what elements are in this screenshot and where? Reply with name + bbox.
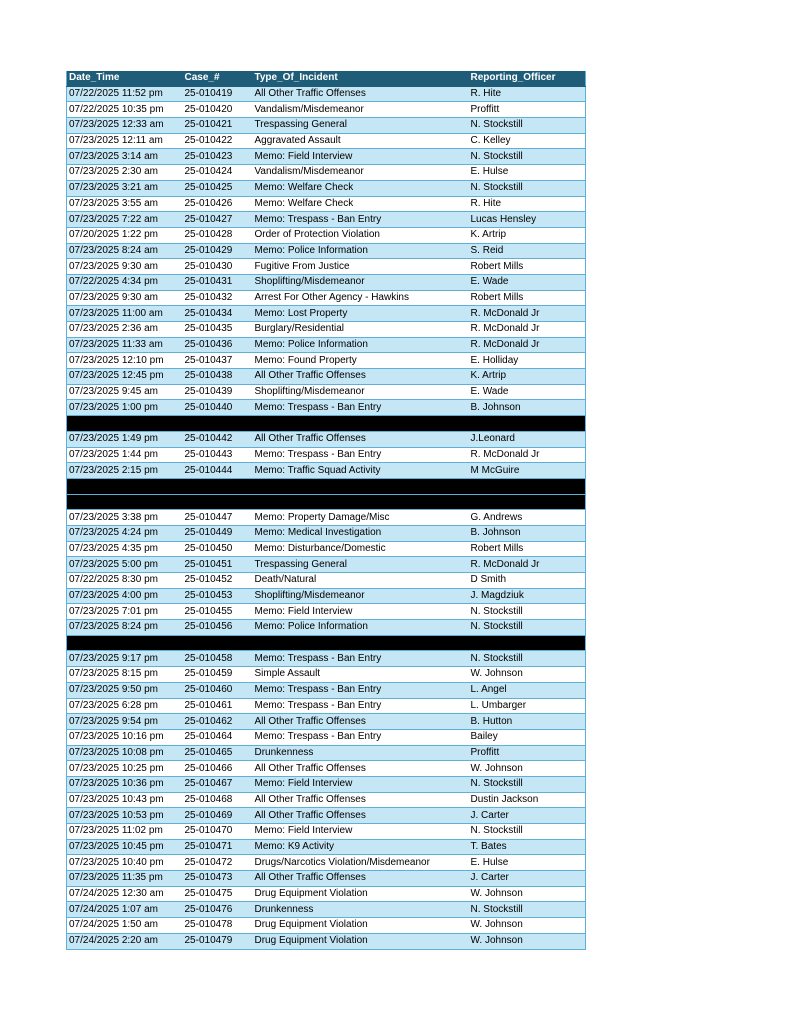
table-body	[67, 86, 586, 949]
cell-reporting-officer: E. Wade	[469, 274, 586, 290]
redacted-cell	[183, 635, 253, 651]
cell-case-number: 25-010458	[183, 651, 253, 667]
cell-reporting-officer: T. Bates	[469, 839, 586, 855]
cell-reporting-officer: N. Stockstill	[469, 118, 586, 134]
cell-reporting-officer: J. Carter	[469, 871, 586, 887]
table-row	[67, 290, 586, 306]
redacted-cell	[469, 635, 586, 651]
cell-reporting-officer: Bailey	[469, 729, 586, 745]
cell-type-of-incident: Memo: Police Information	[253, 243, 469, 259]
cell-type-of-incident: Drug Equipment Violation	[253, 918, 469, 934]
cell-reporting-officer: J.Leonard	[469, 431, 586, 447]
table-row	[67, 792, 586, 808]
cell-type-of-incident: Memo: Trespass - Ban Entry	[253, 682, 469, 698]
cell-case-number: 25-010464	[183, 729, 253, 745]
table-row	[67, 871, 586, 887]
cell-case-number: 25-010467	[183, 776, 253, 792]
cell-type-of-incident: Order of Protection Violation	[253, 227, 469, 243]
cell-date-time: 07/23/2025 11:35 pm	[67, 871, 183, 887]
table-row	[67, 714, 586, 730]
cell-type-of-incident: Trespassing General	[253, 557, 469, 573]
cell-case-number: 25-010440	[183, 400, 253, 416]
table-row	[67, 855, 586, 871]
cell-case-number: 25-010451	[183, 557, 253, 573]
cell-date-time: 07/23/2025 5:00 pm	[67, 557, 183, 573]
cell-reporting-officer: W. Johnson	[469, 761, 586, 777]
cell-date-time: 07/24/2025 2:20 am	[67, 933, 183, 949]
cell-type-of-incident: Memo: Lost Property	[253, 306, 469, 322]
cell-type-of-incident: Memo: Property Damage/Misc	[253, 510, 469, 526]
cell-reporting-officer: Robert Mills	[469, 541, 586, 557]
table-row	[67, 776, 586, 792]
cell-reporting-officer: N. Stockstill	[469, 902, 586, 918]
cell-reporting-officer: N. Stockstill	[469, 620, 586, 636]
cell-case-number: 25-010468	[183, 792, 253, 808]
redacted-cell	[67, 416, 183, 432]
table-row	[67, 180, 586, 196]
cell-reporting-officer: N. Stockstill	[469, 604, 586, 620]
redacted-cell	[183, 416, 253, 432]
cell-type-of-incident: Memo: Found Property	[253, 353, 469, 369]
redacted-cell	[67, 478, 183, 494]
cell-type-of-incident: Shoplifting/Misdemeanor	[253, 588, 469, 604]
cell-date-time: 07/23/2025 11:00 am	[67, 306, 183, 322]
table-row	[67, 227, 586, 243]
cell-reporting-officer: B. Hutton	[469, 714, 586, 730]
cell-case-number: 25-010462	[183, 714, 253, 730]
cell-case-number: 25-010439	[183, 384, 253, 400]
cell-case-number: 25-010450	[183, 541, 253, 557]
cell-type-of-incident: Shoplifting/Misdemeanor	[253, 384, 469, 400]
table-row	[67, 886, 586, 902]
cell-case-number: 25-010471	[183, 839, 253, 855]
table-row	[67, 525, 586, 541]
cell-type-of-incident: Burglary/Residential	[253, 322, 469, 338]
cell-reporting-officer: W. Johnson	[469, 886, 586, 902]
table-row	[67, 808, 586, 824]
cell-date-time: 07/22/2025 11:52 pm	[67, 86, 183, 102]
cell-date-time: 07/23/2025 7:22 am	[67, 212, 183, 228]
cell-type-of-incident: All Other Traffic Offenses	[253, 761, 469, 777]
cell-date-time: 07/23/2025 4:00 pm	[67, 588, 183, 604]
cell-type-of-incident: All Other Traffic Offenses	[253, 871, 469, 887]
redacted-cell	[183, 494, 253, 510]
cell-date-time: 07/23/2025 9:30 am	[67, 259, 183, 275]
table-row	[67, 541, 586, 557]
cell-case-number: 25-010432	[183, 290, 253, 306]
cell-case-number: 25-010442	[183, 431, 253, 447]
cell-reporting-officer: N. Stockstill	[469, 824, 586, 840]
cell-type-of-incident: Memo: Field Interview	[253, 776, 469, 792]
cell-reporting-officer: R. McDonald Jr	[469, 306, 586, 322]
cell-reporting-officer: L. Umbarger	[469, 698, 586, 714]
cell-date-time: 07/20/2025 1:22 pm	[67, 227, 183, 243]
table-row	[67, 306, 586, 322]
table-row	[67, 933, 586, 949]
cell-date-time: 07/23/2025 10:53 pm	[67, 808, 183, 824]
table-row	[67, 463, 586, 479]
table-row	[67, 165, 586, 181]
cell-type-of-incident: Drug Equipment Violation	[253, 933, 469, 949]
table-row	[67, 133, 586, 149]
cell-type-of-incident: Vandalism/Misdemeanor	[253, 102, 469, 118]
cell-type-of-incident: Memo: Traffic Squad Activity	[253, 463, 469, 479]
cell-type-of-incident: Aggravated Assault	[253, 133, 469, 149]
cell-date-time: 07/23/2025 10:36 pm	[67, 776, 183, 792]
cell-reporting-officer: Dustin Jackson	[469, 792, 586, 808]
redacted-cell	[253, 635, 469, 651]
cell-reporting-officer: K. Artrip	[469, 227, 586, 243]
cell-case-number: 25-010425	[183, 180, 253, 196]
cell-type-of-incident: Memo: Trespass - Ban Entry	[253, 729, 469, 745]
cell-case-number: 25-010443	[183, 447, 253, 463]
cell-type-of-incident: Shoplifting/Misdemeanor	[253, 274, 469, 290]
cell-type-of-incident: Simple Assault	[253, 667, 469, 683]
table-row	[67, 102, 586, 118]
table-row	[67, 918, 586, 934]
header-date-time: Date_Time	[67, 71, 183, 86]
cell-case-number: 25-010428	[183, 227, 253, 243]
table-row	[67, 510, 586, 526]
cell-type-of-incident: Memo: Field Interview	[253, 604, 469, 620]
cell-case-number: 25-010456	[183, 620, 253, 636]
cell-date-time: 07/24/2025 1:50 am	[67, 918, 183, 934]
cell-reporting-officer: C. Kelley	[469, 133, 586, 149]
cell-case-number: 25-010476	[183, 902, 253, 918]
cell-type-of-incident: Fugitive From Justice	[253, 259, 469, 275]
table-row	[67, 824, 586, 840]
cell-type-of-incident: Memo: Trespass - Ban Entry	[253, 698, 469, 714]
table-row	[67, 604, 586, 620]
cell-case-number: 25-010449	[183, 525, 253, 541]
cell-case-number: 25-010466	[183, 761, 253, 777]
cell-case-number: 25-010435	[183, 322, 253, 338]
cell-type-of-incident: All Other Traffic Offenses	[253, 86, 469, 102]
redacted-row	[67, 494, 586, 510]
cell-reporting-officer: R. McDonald Jr	[469, 447, 586, 463]
cell-date-time: 07/24/2025 12:30 am	[67, 886, 183, 902]
table-row	[67, 682, 586, 698]
cell-reporting-officer: W. Johnson	[469, 933, 586, 949]
table-row	[67, 573, 586, 589]
cell-case-number: 25-010447	[183, 510, 253, 526]
cell-date-time: 07/23/2025 12:33 am	[67, 118, 183, 134]
cell-type-of-incident: Memo: Trespass - Ban Entry	[253, 651, 469, 667]
cell-date-time: 07/23/2025 12:11 am	[67, 133, 183, 149]
cell-case-number: 25-010427	[183, 212, 253, 228]
table-row	[67, 400, 586, 416]
cell-date-time: 07/23/2025 10:40 pm	[67, 855, 183, 871]
cell-reporting-officer: D Smith	[469, 573, 586, 589]
cell-date-time: 07/23/2025 2:36 am	[67, 322, 183, 338]
cell-reporting-officer: R. McDonald Jr	[469, 557, 586, 573]
cell-type-of-incident: All Other Traffic Offenses	[253, 792, 469, 808]
cell-type-of-incident: Death/Natural	[253, 573, 469, 589]
cell-type-of-incident: Memo: Trespass - Ban Entry	[253, 400, 469, 416]
cell-case-number: 25-010422	[183, 133, 253, 149]
cell-type-of-incident: Drunkenness	[253, 745, 469, 761]
table-row	[67, 118, 586, 134]
cell-date-time: 07/23/2025 12:45 pm	[67, 369, 183, 385]
cell-case-number: 25-010426	[183, 196, 253, 212]
table-header-row	[67, 71, 586, 86]
table-row	[67, 212, 586, 228]
cell-type-of-incident: All Other Traffic Offenses	[253, 714, 469, 730]
cell-reporting-officer: B. Johnson	[469, 400, 586, 416]
table-row	[67, 384, 586, 400]
cell-date-time: 07/23/2025 2:30 am	[67, 165, 183, 181]
cell-type-of-incident: Drug Equipment Violation	[253, 886, 469, 902]
cell-date-time: 07/23/2025 9:30 am	[67, 290, 183, 306]
header-reporting-officer: Reporting_Officer	[469, 71, 586, 86]
cell-date-time: 07/23/2025 12:10 pm	[67, 353, 183, 369]
cell-type-of-incident: Memo: Welfare Check	[253, 180, 469, 196]
cell-date-time: 07/23/2025 3:55 am	[67, 196, 183, 212]
cell-case-number: 25-010423	[183, 149, 253, 165]
cell-date-time: 07/23/2025 11:33 am	[67, 337, 183, 353]
cell-case-number: 25-010444	[183, 463, 253, 479]
cell-type-of-incident: Memo: Police Information	[253, 620, 469, 636]
redacted-cell	[253, 494, 469, 510]
cell-reporting-officer: R. Hite	[469, 86, 586, 102]
table-row	[67, 761, 586, 777]
cell-reporting-officer: W. Johnson	[469, 918, 586, 934]
cell-reporting-officer: R. McDonald Jr	[469, 322, 586, 338]
cell-date-time: 07/23/2025 3:14 am	[67, 149, 183, 165]
cell-case-number: 25-010420	[183, 102, 253, 118]
cell-date-time: 07/23/2025 7:01 pm	[67, 604, 183, 620]
cell-date-time: 07/23/2025 10:25 pm	[67, 761, 183, 777]
table-row	[67, 729, 586, 745]
incident-log-table	[66, 71, 586, 950]
cell-type-of-incident: Memo: Field Interview	[253, 824, 469, 840]
cell-case-number: 25-010461	[183, 698, 253, 714]
cell-case-number: 25-010453	[183, 588, 253, 604]
cell-date-time: 07/23/2025 9:50 pm	[67, 682, 183, 698]
redacted-cell	[469, 416, 586, 432]
redacted-cell	[253, 478, 469, 494]
cell-date-time: 07/23/2025 2:15 pm	[67, 463, 183, 479]
redacted-row	[67, 635, 586, 651]
cell-date-time: 07/23/2025 1:00 pm	[67, 400, 183, 416]
cell-reporting-officer: W. Johnson	[469, 667, 586, 683]
table-row	[67, 447, 586, 463]
cell-case-number: 25-010438	[183, 369, 253, 385]
cell-date-time: 07/23/2025 11:02 pm	[67, 824, 183, 840]
cell-case-number: 25-010421	[183, 118, 253, 134]
cell-reporting-officer: K. Artrip	[469, 369, 586, 385]
cell-case-number: 25-010465	[183, 745, 253, 761]
cell-reporting-officer: R. Hite	[469, 196, 586, 212]
cell-date-time: 07/23/2025 1:44 pm	[67, 447, 183, 463]
cell-reporting-officer: E. Hulse	[469, 165, 586, 181]
cell-type-of-incident: Drugs/Narcotics Violation/Misdemeanor	[253, 855, 469, 871]
table-row	[67, 196, 586, 212]
cell-type-of-incident: All Other Traffic Offenses	[253, 808, 469, 824]
cell-case-number: 25-010475	[183, 886, 253, 902]
table-row	[67, 149, 586, 165]
table-row	[67, 337, 586, 353]
cell-case-number: 25-010437	[183, 353, 253, 369]
cell-date-time: 07/23/2025 8:24 pm	[67, 620, 183, 636]
cell-date-time: 07/22/2025 10:35 pm	[67, 102, 183, 118]
cell-case-number: 25-010478	[183, 918, 253, 934]
header-case-number: Case_#	[183, 71, 253, 86]
cell-case-number: 25-010472	[183, 855, 253, 871]
cell-case-number: 25-010424	[183, 165, 253, 181]
cell-reporting-officer: J. Carter	[469, 808, 586, 824]
redacted-row	[67, 478, 586, 494]
cell-date-time: 07/23/2025 8:15 pm	[67, 667, 183, 683]
cell-case-number: 25-010455	[183, 604, 253, 620]
cell-date-time: 07/23/2025 9:17 pm	[67, 651, 183, 667]
table-row	[67, 902, 586, 918]
header-type-of-incident: Type_Of_Incident	[253, 71, 469, 86]
cell-reporting-officer: Lucas Hensley	[469, 212, 586, 228]
cell-reporting-officer: J. Magdziuk	[469, 588, 586, 604]
redacted-row	[67, 416, 586, 432]
cell-reporting-officer: S. Reid	[469, 243, 586, 259]
cell-date-time: 07/23/2025 4:35 pm	[67, 541, 183, 557]
cell-reporting-officer: E. Holliday	[469, 353, 586, 369]
table-row	[67, 557, 586, 573]
cell-date-time: 07/23/2025 10:43 pm	[67, 792, 183, 808]
cell-date-time: 07/22/2025 4:34 pm	[67, 274, 183, 290]
cell-date-time: 07/23/2025 8:24 am	[67, 243, 183, 259]
cell-date-time: 07/23/2025 10:08 pm	[67, 745, 183, 761]
cell-date-time: 07/23/2025 4:24 pm	[67, 525, 183, 541]
cell-reporting-officer: B. Johnson	[469, 525, 586, 541]
cell-type-of-incident: Memo: Trespass - Ban Entry	[253, 447, 469, 463]
cell-date-time: 07/22/2025 8:30 pm	[67, 573, 183, 589]
cell-reporting-officer: Robert Mills	[469, 290, 586, 306]
table-row	[67, 651, 586, 667]
cell-case-number: 25-010429	[183, 243, 253, 259]
cell-case-number: 25-010469	[183, 808, 253, 824]
table-row	[67, 86, 586, 102]
cell-type-of-incident: Vandalism/Misdemeanor	[253, 165, 469, 181]
cell-type-of-incident: All Other Traffic Offenses	[253, 431, 469, 447]
cell-type-of-incident: Memo: Field Interview	[253, 149, 469, 165]
cell-reporting-officer: N. Stockstill	[469, 776, 586, 792]
cell-reporting-officer: N. Stockstill	[469, 651, 586, 667]
table-row	[67, 839, 586, 855]
table-row	[67, 588, 586, 604]
table-row	[67, 745, 586, 761]
cell-type-of-incident: Drunkenness	[253, 902, 469, 918]
cell-reporting-officer: E. Hulse	[469, 855, 586, 871]
table-row	[67, 274, 586, 290]
cell-case-number: 25-010459	[183, 667, 253, 683]
redacted-cell	[469, 478, 586, 494]
cell-case-number: 25-010460	[183, 682, 253, 698]
cell-date-time: 07/23/2025 9:54 pm	[67, 714, 183, 730]
cell-case-number: 25-010419	[183, 86, 253, 102]
cell-case-number: 25-010434	[183, 306, 253, 322]
cell-reporting-officer: N. Stockstill	[469, 180, 586, 196]
cell-date-time: 07/24/2025 1:07 am	[67, 902, 183, 918]
cell-reporting-officer: E. Wade	[469, 384, 586, 400]
redacted-cell	[183, 478, 253, 494]
cell-date-time: 07/23/2025 6:28 pm	[67, 698, 183, 714]
redacted-cell	[469, 494, 586, 510]
table-row	[67, 322, 586, 338]
cell-case-number: 25-010479	[183, 933, 253, 949]
cell-case-number: 25-010473	[183, 871, 253, 887]
cell-reporting-officer: R. McDonald Jr	[469, 337, 586, 353]
cell-reporting-officer: Proffitt	[469, 102, 586, 118]
cell-case-number: 25-010470	[183, 824, 253, 840]
table-row	[67, 243, 586, 259]
cell-date-time: 07/23/2025 3:21 am	[67, 180, 183, 196]
table-row	[67, 431, 586, 447]
table-row	[67, 259, 586, 275]
cell-case-number: 25-010436	[183, 337, 253, 353]
cell-date-time: 07/23/2025 10:45 pm	[67, 839, 183, 855]
cell-type-of-incident: Memo: K9 Activity	[253, 839, 469, 855]
table-row	[67, 369, 586, 385]
redacted-cell	[253, 416, 469, 432]
cell-type-of-incident: Memo: Disturbance/Domestic	[253, 541, 469, 557]
cell-type-of-incident: Memo: Police Information	[253, 337, 469, 353]
table-row	[67, 353, 586, 369]
cell-date-time: 07/23/2025 9:45 am	[67, 384, 183, 400]
cell-reporting-officer: Proffitt	[469, 745, 586, 761]
cell-case-number: 25-010430	[183, 259, 253, 275]
table-row	[67, 667, 586, 683]
cell-type-of-incident: Arrest For Other Agency - Hawkins	[253, 290, 469, 306]
cell-type-of-incident: Memo: Welfare Check	[253, 196, 469, 212]
redacted-cell	[67, 635, 183, 651]
cell-type-of-incident: Trespassing General	[253, 118, 469, 134]
cell-reporting-officer: G. Andrews	[469, 510, 586, 526]
cell-reporting-officer: L. Angel	[469, 682, 586, 698]
cell-reporting-officer: Robert Mills	[469, 259, 586, 275]
redacted-cell	[67, 494, 183, 510]
cell-date-time: 07/23/2025 10:16 pm	[67, 729, 183, 745]
cell-case-number: 25-010431	[183, 274, 253, 290]
cell-type-of-incident: All Other Traffic Offenses	[253, 369, 469, 385]
cell-date-time: 07/23/2025 1:49 pm	[67, 431, 183, 447]
cell-date-time: 07/23/2025 3:38 pm	[67, 510, 183, 526]
cell-reporting-officer: M McGuire	[469, 463, 586, 479]
cell-type-of-incident: Memo: Medical Investigation	[253, 525, 469, 541]
cell-reporting-officer: N. Stockstill	[469, 149, 586, 165]
cell-case-number: 25-010452	[183, 573, 253, 589]
table-row	[67, 620, 586, 636]
table-row	[67, 698, 586, 714]
cell-type-of-incident: Memo: Trespass - Ban Entry	[253, 212, 469, 228]
